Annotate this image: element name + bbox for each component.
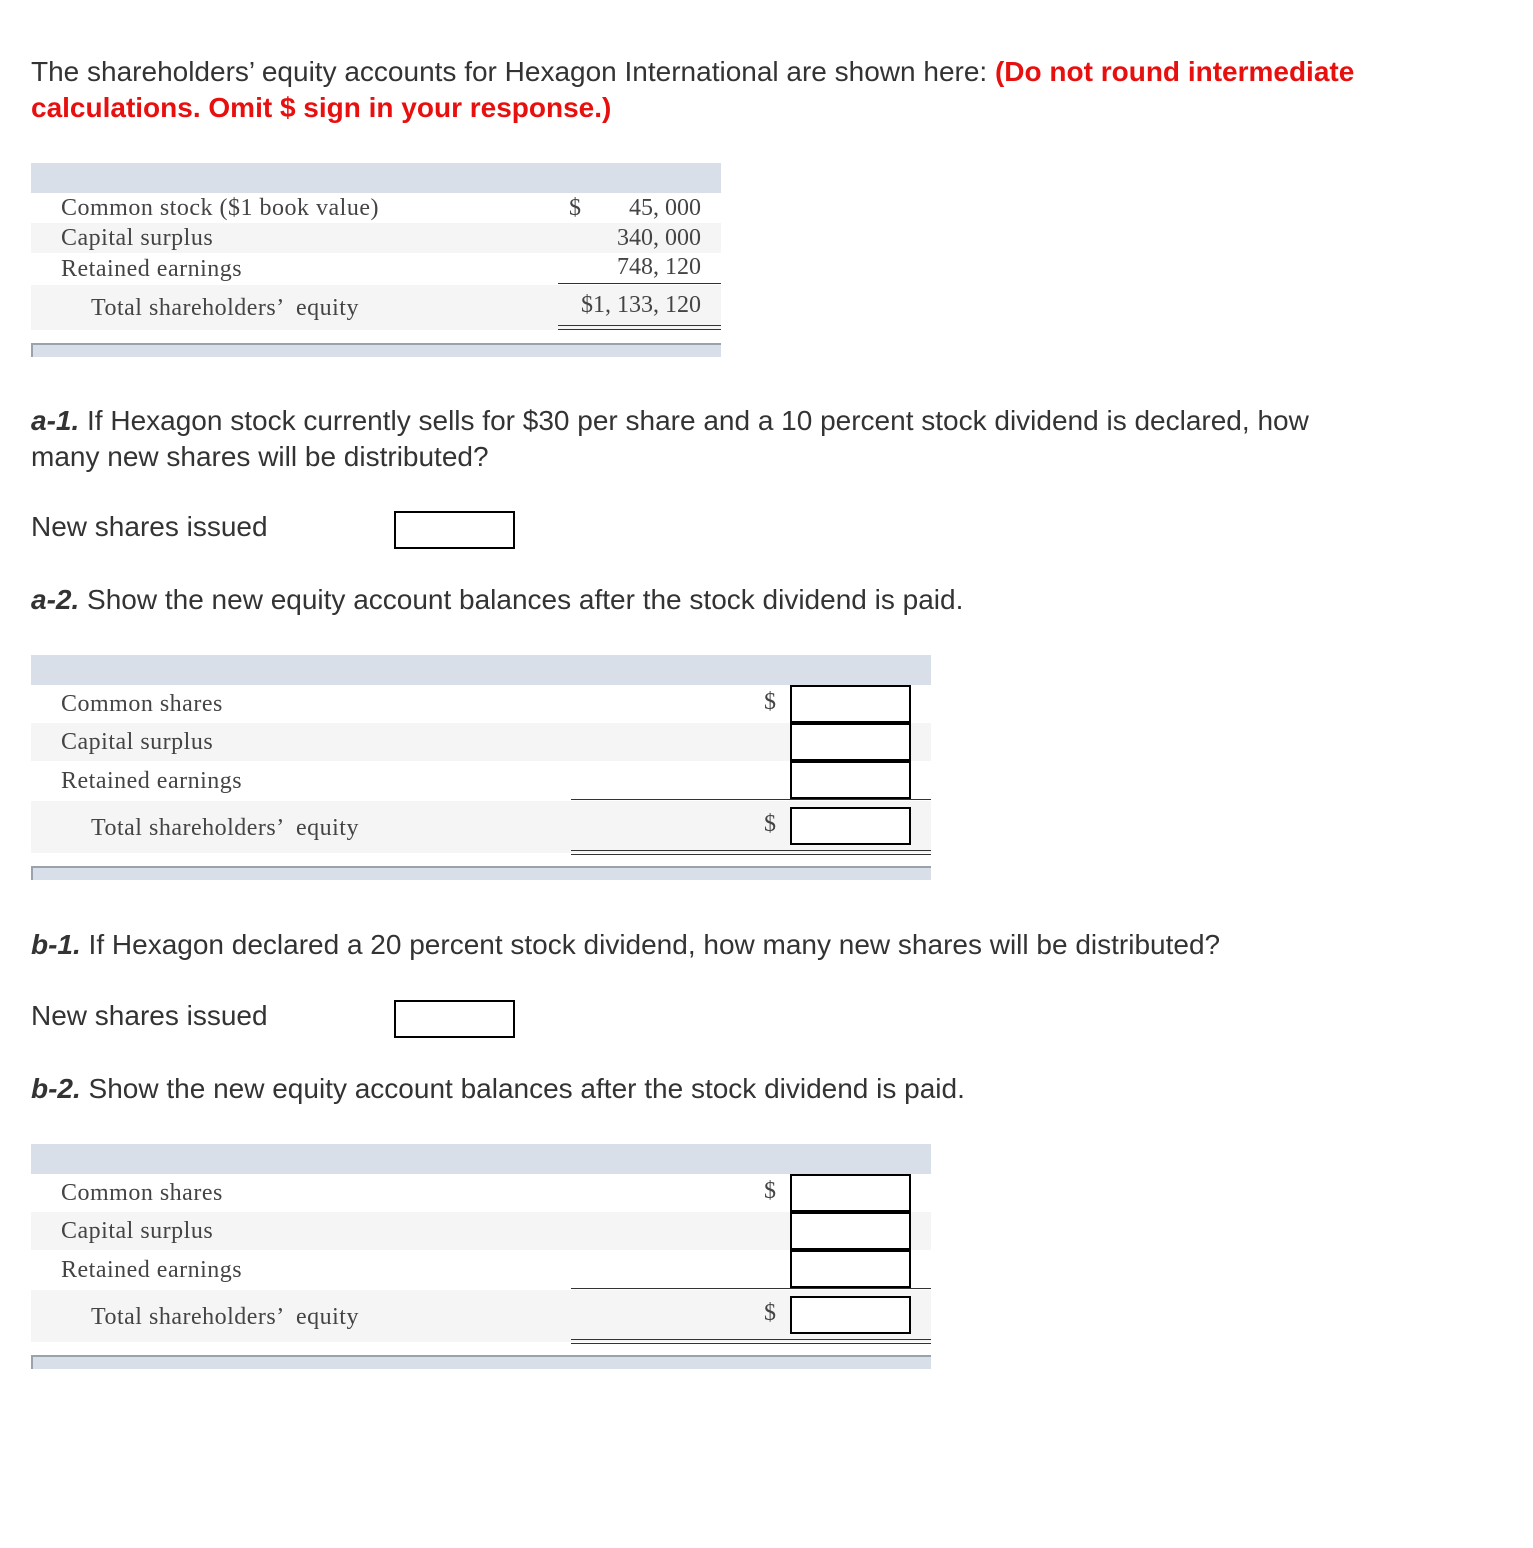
b2-equity-table [31,1144,931,1369]
question-b2 [31,1071,1521,1107]
a2-retained-earnings-input[interactable] [790,761,911,799]
row-value: 45, 000 [629,195,701,221]
question-a2 [31,582,1521,618]
row-label: Capital surplus [61,225,214,251]
subtotal-rule [571,799,931,800]
row-label: Capital surplus [61,1218,214,1244]
table-header [31,1144,931,1174]
subtotal-rule [571,1288,931,1289]
row-label: Common stock ($1 book value) [61,195,379,221]
b2-capital-surplus-input[interactable] [790,1212,911,1250]
table-footer [31,866,931,880]
question-a1 [31,403,1521,475]
intro-instruction-2: calculations. Omit $ sign in your response.) [31,92,612,123]
currency-sign: $ [764,689,776,715]
intro-text: The shareholders’ equity accounts for Hexagon International are shown here: [31,56,995,87]
total-row [31,285,721,330]
row-label: Retained earnings [61,768,243,794]
a2-equity-table [31,655,931,880]
row-label: Retained earnings [61,256,243,282]
total-label: Total shareholders’ equity [91,815,359,841]
currency-sign: $ [764,811,776,837]
row-value: 340, 000 [617,225,701,251]
question-b1 [31,927,1521,963]
b1-input-label: New shares issued [31,1000,268,1031]
table-row [31,253,721,285]
question-text: If Hexagon stock currently sells for $30 per share and a 10 percent stock dividend is declared, how [79,405,1309,436]
subtotal-rule [558,283,721,284]
given-equity-table [31,163,721,358]
a1-input-label: New shares issued [31,511,268,542]
row-label: Common shares [61,691,223,717]
b2-common-shares-input[interactable] [790,1174,911,1212]
question-text: Show the new equity account balances after the stock dividend is paid. [80,1073,965,1104]
table-row [31,223,721,253]
question-tag: b-1. [31,929,81,960]
a2-common-shares-input[interactable] [790,685,911,723]
total-double-rule [571,850,931,855]
total-label: Total shareholders’ equity [91,295,359,321]
b1-new-shares-input[interactable] [394,1000,515,1038]
b2-total-equity-input[interactable] [790,1296,911,1334]
a2-capital-surplus-input[interactable] [790,723,911,761]
table-footer [31,1355,931,1369]
row-label: Retained earnings [61,1257,243,1283]
table-header [31,655,931,685]
currency-sign: $ [764,1178,776,1204]
row-value: 748, 120 [617,254,701,280]
a2-total-equity-input[interactable] [790,807,911,845]
question-text: Show the new equity account balances after the stock dividend is paid. [79,584,964,615]
intro-instruction-1: (Do not round intermediate [994,56,1355,87]
intro-paragraph [31,54,1531,126]
question-tag: a-1. [31,405,80,436]
total-double-rule [558,325,721,330]
total-label: Total shareholders’ equity [91,1304,359,1330]
a1-new-shares-input[interactable] [394,511,515,549]
question-tag: a-2. [31,584,80,615]
table-row [31,193,721,223]
row-label: Common shares [61,1180,223,1206]
total-value: $1, 133, 120 [581,292,701,318]
question-text-2: many new shares will be distributed? [31,441,489,472]
table-header [31,163,721,193]
row-label: Capital surplus [61,729,214,755]
total-double-rule [571,1339,931,1344]
currency-sign: $ [764,1300,776,1326]
currency-sign: $ [569,195,581,221]
b2-retained-earnings-input[interactable] [790,1250,911,1288]
question-text: If Hexagon declared a 20 percent stock dividend, how many new shares will be distributed? [80,929,1221,960]
table-footer [31,343,721,357]
question-tag: b-2. [31,1073,81,1104]
